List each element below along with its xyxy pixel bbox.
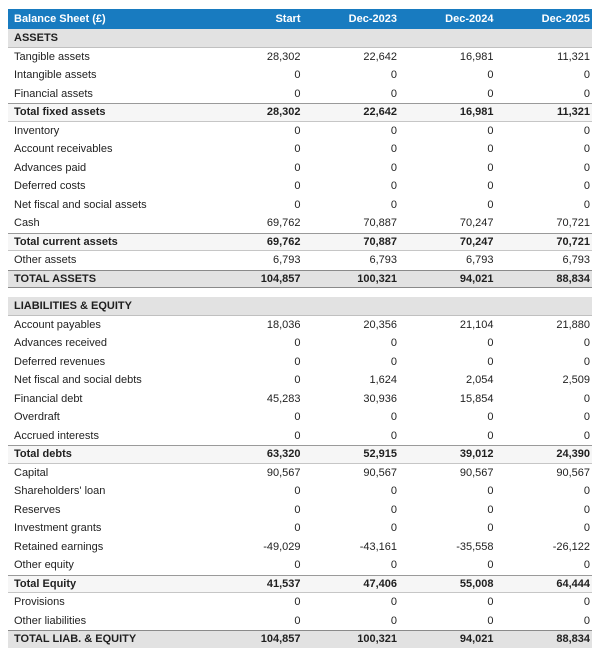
- row-value: 0: [390, 198, 397, 211]
- row-value: 0: [583, 522, 590, 535]
- row-value: 0: [487, 614, 494, 627]
- table-row: [8, 593, 592, 612]
- table-row: [8, 630, 592, 648]
- row-value: 0: [487, 485, 494, 498]
- row-label: Intangible assets: [14, 69, 97, 82]
- row-value: 0: [583, 337, 590, 350]
- row-value: 28,302: [266, 106, 301, 119]
- row-label: Total current assets: [14, 235, 118, 248]
- row-value: 16,981: [459, 50, 494, 63]
- row-value: 0: [294, 198, 301, 211]
- row-value: 63,320: [266, 448, 301, 461]
- row-value: 11,321: [557, 50, 590, 63]
- row-value: 0: [487, 411, 494, 424]
- table-row: [8, 390, 592, 409]
- table-row: [8, 371, 592, 390]
- row-label: Shareholders' loan: [14, 485, 106, 498]
- table-row: [8, 334, 592, 353]
- row-value: 88,834: [556, 633, 590, 646]
- row-value: 0: [583, 180, 590, 193]
- row-value: 104,857: [260, 633, 301, 646]
- row-value: 0: [390, 87, 397, 100]
- row-label: Deferred revenues: [14, 355, 106, 368]
- row-value: 69,762: [266, 217, 301, 230]
- row-value: 18,036: [266, 318, 301, 331]
- balance-sheet-table: [8, 9, 592, 648]
- row-value: 0: [583, 596, 590, 609]
- table-row: [8, 214, 592, 233]
- row-value: 55,008: [459, 577, 494, 590]
- table-row: [8, 122, 592, 141]
- row-value: 0: [583, 503, 590, 516]
- row-value: 0: [294, 485, 301, 498]
- table-section: [8, 297, 592, 648]
- column-header: Start: [275, 13, 301, 25]
- row-value: 47,406: [363, 577, 397, 590]
- row-value: 0: [294, 559, 301, 572]
- row-value: 0: [390, 411, 397, 424]
- table-row: [8, 159, 592, 178]
- row-value: 0: [390, 161, 397, 174]
- table-row: [8, 501, 592, 520]
- row-label: Account receivables: [14, 143, 113, 156]
- table-row: [8, 445, 592, 464]
- table-row: [8, 612, 592, 631]
- row-value: 90,567: [266, 466, 301, 479]
- row-value: 0: [583, 485, 590, 498]
- table-row: [8, 177, 592, 196]
- row-label: Other liabilities: [14, 614, 87, 627]
- row-value: 15,854: [459, 392, 494, 405]
- row-value: 28,302: [266, 50, 301, 63]
- row-label: Investment grants: [14, 522, 102, 535]
- row-value: 0: [583, 161, 590, 174]
- section-title: ASSETS: [14, 31, 59, 44]
- row-value: 0: [583, 429, 590, 442]
- row-value: 21,880: [556, 318, 590, 331]
- row-value: 22,642: [363, 106, 397, 119]
- row-value: 0: [390, 559, 397, 572]
- row-value: 0: [390, 337, 397, 350]
- column-header: Dec-2024: [445, 13, 494, 25]
- table-row: [8, 482, 592, 501]
- table-body: [8, 29, 592, 648]
- row-value: 16,981: [459, 106, 494, 119]
- row-value: 0: [390, 124, 397, 137]
- row-value: 0: [583, 614, 590, 627]
- row-value: 64,444: [556, 577, 590, 590]
- row-value: 0: [390, 355, 397, 368]
- row-value: 30,936: [363, 392, 397, 405]
- row-value: 0: [487, 559, 494, 572]
- table-row: [8, 196, 592, 215]
- row-label: TOTAL LIAB. & EQUITY: [14, 633, 137, 646]
- row-label: Other equity: [14, 559, 74, 572]
- table-title: Balance Sheet (£): [14, 13, 106, 25]
- row-value: -49,029: [263, 540, 301, 553]
- row-value: 100,321: [357, 633, 397, 646]
- row-label: TOTAL ASSETS: [14, 272, 97, 285]
- row-value: 0: [294, 337, 301, 350]
- table-row: [8, 408, 592, 427]
- row-value: 0: [390, 503, 397, 516]
- row-label: Account payables: [14, 318, 101, 331]
- row-value: 0: [487, 69, 494, 82]
- row-value: 0: [583, 143, 590, 156]
- table-row: [8, 48, 592, 67]
- row-label: Total fixed assets: [14, 106, 106, 119]
- table-row: [8, 270, 592, 289]
- column-header: Dec-2025: [541, 13, 590, 25]
- row-value: 0: [487, 522, 494, 535]
- row-label: Reserves: [14, 503, 61, 516]
- row-value: 90,567: [363, 466, 397, 479]
- table-row: [8, 556, 592, 575]
- row-value: 90,567: [556, 466, 590, 479]
- row-value: 0: [294, 614, 301, 627]
- row-value: 90,567: [459, 466, 494, 479]
- row-value: 0: [294, 596, 301, 609]
- row-value: 0: [487, 198, 494, 211]
- row-value: 11,321: [556, 106, 590, 119]
- row-value: 0: [390, 143, 397, 156]
- row-value: 0: [487, 429, 494, 442]
- row-label: Inventory: [14, 124, 60, 137]
- section-header-row: [8, 29, 592, 48]
- row-value: 0: [583, 69, 590, 82]
- table-row: [8, 575, 592, 594]
- row-label: Advances paid: [14, 161, 87, 174]
- row-value: 6,793: [272, 254, 301, 267]
- row-label: Provisions: [14, 596, 65, 609]
- row-value: 69,762: [266, 235, 301, 248]
- row-value: 2,509: [562, 374, 590, 387]
- row-value: -35,558: [456, 540, 494, 553]
- row-label: Advances received: [14, 337, 107, 350]
- row-value: 0: [390, 485, 397, 498]
- row-value: 0: [294, 355, 301, 368]
- row-value: 0: [487, 87, 494, 100]
- table-row: [8, 427, 592, 446]
- row-value: 6,793: [562, 254, 590, 267]
- row-value: 100,321: [357, 272, 397, 285]
- row-value: 94,021: [459, 633, 494, 646]
- row-value: 0: [487, 503, 494, 516]
- row-value: 21,104: [459, 318, 494, 331]
- row-value: 70,721: [556, 235, 590, 248]
- row-value: 0: [487, 143, 494, 156]
- row-value: 0: [390, 522, 397, 535]
- row-label: Financial debt: [14, 392, 83, 405]
- row-value: 0: [487, 180, 494, 193]
- row-value: 0: [294, 411, 301, 424]
- row-value: 0: [583, 124, 590, 137]
- row-value: 70,887: [363, 217, 397, 230]
- row-value: 0: [294, 69, 301, 82]
- row-label: Total debts: [14, 448, 72, 461]
- table-row: [8, 519, 592, 538]
- row-value: 6,793: [465, 254, 494, 267]
- row-value: 88,834: [556, 272, 590, 285]
- row-value: 0: [390, 614, 397, 627]
- row-value: 39,012: [459, 448, 494, 461]
- row-value: 24,390: [556, 448, 590, 461]
- row-value: 0: [294, 180, 301, 193]
- row-value: 0: [294, 124, 301, 137]
- row-value: 0: [487, 355, 494, 368]
- table-row: [8, 233, 592, 252]
- row-value: 70,247: [459, 235, 494, 248]
- row-label: Tangible assets: [14, 50, 90, 63]
- row-label: Total Equity: [14, 577, 77, 590]
- table-row: [8, 353, 592, 372]
- row-value: 0: [390, 69, 397, 82]
- row-value: 0: [294, 374, 301, 387]
- row-value: 94,021: [459, 272, 494, 285]
- row-value: 104,857: [260, 272, 301, 285]
- row-value: 0: [390, 596, 397, 609]
- row-label: Deferred costs: [14, 180, 86, 193]
- row-value: 0: [294, 503, 301, 516]
- row-label: Accrued interests: [14, 429, 99, 442]
- section-header-row: [8, 297, 592, 316]
- row-value: 1,624: [369, 374, 397, 387]
- table-row: [8, 66, 592, 85]
- row-value: 0: [390, 429, 397, 442]
- row-value: 0: [390, 180, 397, 193]
- row-label: Net fiscal and social debts: [14, 374, 142, 387]
- table-row: [8, 316, 592, 335]
- row-value: 70,247: [459, 217, 494, 230]
- row-value: 41,537: [266, 577, 301, 590]
- row-value: 0: [487, 337, 494, 350]
- row-value: 70,721: [556, 217, 590, 230]
- table-row: [8, 538, 592, 557]
- row-value: 0: [583, 198, 590, 211]
- row-value: 0: [487, 161, 494, 174]
- table-row: [8, 85, 592, 104]
- row-label: Capital: [14, 466, 49, 479]
- table-row: [8, 103, 592, 122]
- column-header: Dec-2023: [348, 13, 397, 25]
- row-value: 0: [583, 87, 590, 100]
- row-value: 0: [583, 392, 590, 405]
- row-value: 6,793: [369, 254, 397, 267]
- row-value: 22,642: [363, 50, 397, 63]
- row-value: 0: [294, 161, 301, 174]
- row-value: -43,161: [359, 540, 397, 553]
- row-value: 45,283: [266, 392, 301, 405]
- row-value: 0: [294, 429, 301, 442]
- row-value: 20,356: [363, 318, 397, 331]
- table-section: [8, 29, 592, 288]
- row-value: 0: [583, 411, 590, 424]
- row-label: Retained earnings: [14, 540, 104, 553]
- row-value: 2,054: [465, 374, 494, 387]
- row-value: 0: [294, 522, 301, 535]
- table-row: [8, 140, 592, 159]
- row-label: Financial assets: [14, 87, 93, 100]
- row-value: 0: [487, 596, 494, 609]
- row-label: Other assets: [14, 254, 77, 267]
- row-label: Cash: [14, 217, 40, 230]
- table-row: [8, 464, 592, 483]
- table-header-row: [8, 9, 592, 29]
- row-value: 0: [583, 559, 590, 572]
- row-value: 0: [294, 143, 301, 156]
- row-label: Overdraft: [14, 411, 60, 424]
- row-value: 52,915: [363, 448, 397, 461]
- section-title: LIABILITIES & EQUITY: [14, 299, 132, 312]
- row-label: Net fiscal and social assets: [14, 198, 147, 211]
- row-value: 0: [583, 355, 590, 368]
- row-value: 0: [487, 124, 494, 137]
- row-value: 70,887: [363, 235, 397, 248]
- row-value: 0: [294, 87, 301, 100]
- table-row: [8, 251, 592, 270]
- row-value: -26,122: [552, 540, 590, 553]
